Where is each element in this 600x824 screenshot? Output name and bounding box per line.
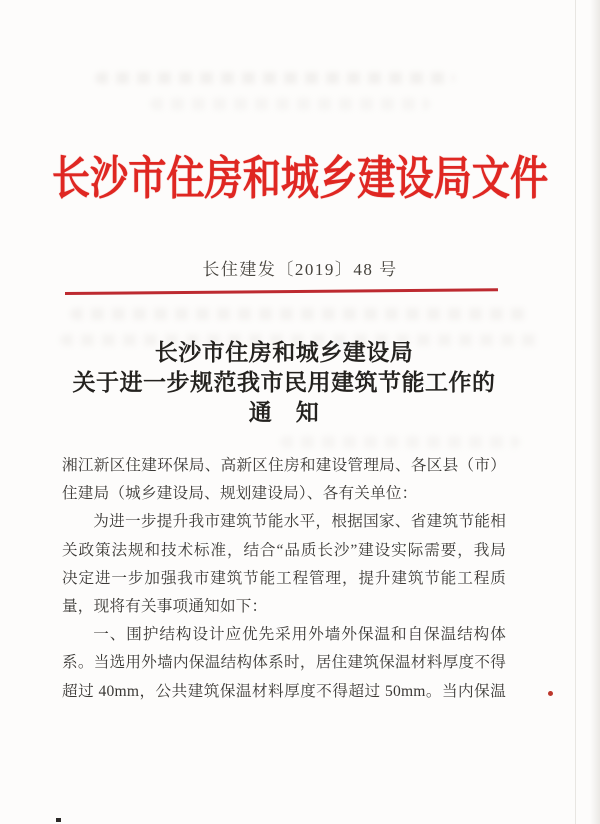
document-body	[62, 452, 506, 706]
bleedthrough-artifact	[150, 98, 430, 110]
body-line-para1-2: 关政策法规和技术标准，结合“品质长沙”建设实际需要，我局	[62, 541, 506, 559]
body-line-para1-3: 决定进一步加强我市建筑节能工程管理，提升建筑节能工程质	[62, 569, 506, 587]
body-line-recipients-2: 住建局（城乡建设局、规划建设局）、各有关单位：	[62, 485, 418, 503]
scan-edge-shadow	[590, 0, 600, 824]
scan-black-speck-artifact	[56, 818, 61, 822]
scan-red-dot-artifact	[548, 691, 553, 696]
body-line-item1-2: 系。当选用外墙内保温结构体系时，居住建筑保温材料厚度不得	[62, 654, 506, 672]
body-line-para1-1: 为进一步提升我市建筑节能水平，根据国家、省建筑节能相	[93, 513, 506, 531]
document-title-line-2: 关于进一步规范我市民用建筑节能工作的	[72, 370, 496, 395]
body-line-item1-1: 一、围护结构设计应优先采用外墙外保温和自保温结构体	[93, 626, 506, 644]
letterhead-agency-title	[0, 153, 600, 204]
letterhead-agency-title-text: 长沙市住房和城乡建设局文件	[51, 153, 549, 204]
document-title	[62, 338, 506, 428]
bleedthrough-artifact	[70, 308, 530, 320]
bleedthrough-artifact	[95, 72, 455, 84]
body-line-item1-3: 超过 40mm，公共建筑保温材料厚度不得超过 50mm。当内保温	[62, 682, 506, 700]
body-line-para1-4: 量，现将有关事项通知如下：	[62, 598, 268, 616]
body-line-recipients-1: 湘江新区住建环保局、高新区住房和建设管理局、各区县（市）	[62, 457, 506, 474]
red-divider-line	[65, 288, 498, 295]
document-title-line-3: 通 知	[248, 400, 320, 425]
document-reference-number: 长住建发〔2019〕48 号	[202, 260, 398, 279]
scan-page-edge-line	[575, 0, 576, 824]
bleedthrough-artifact	[280, 436, 520, 448]
document-title-line-1: 长沙市住房和城乡建设局	[154, 340, 414, 365]
